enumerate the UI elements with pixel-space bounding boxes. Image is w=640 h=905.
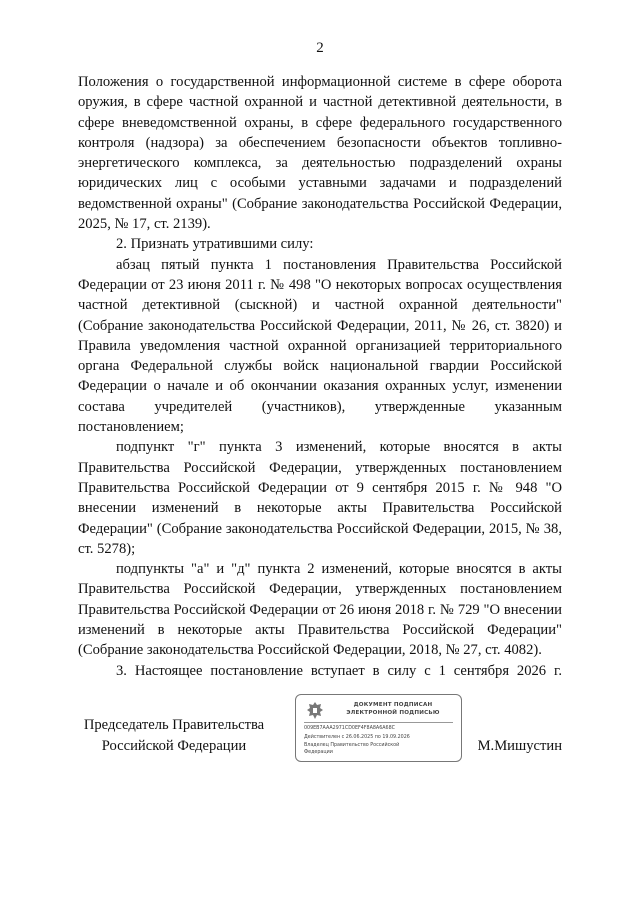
signatory-position-line-1: Председатель Правительства bbox=[83, 717, 265, 733]
stamp-owner-line-2: Федерации bbox=[304, 750, 333, 755]
stamp-title bbox=[326, 701, 460, 717]
signatory-position-line-2: Российской Федерации bbox=[101, 738, 247, 754]
paragraph-item-3: 3. Настоящее постановление вступает в силу с 1 сентября 2026 г. bbox=[116, 662, 562, 679]
stamp-certificate: 009EB7AAA2971CD0EF4F8A8A6A68C bbox=[304, 726, 395, 731]
page-number: 2 bbox=[316, 40, 324, 56]
document-body bbox=[78, 72, 562, 681]
stamp-owner-line-1: Владелец Правительство Российской bbox=[304, 743, 400, 748]
stamp-title-line-2: ЭЛЕКТРОННОЙ ПОДПИСЬЮ bbox=[346, 710, 440, 716]
stamp-title-line-1: ДОКУМЕНТ ПОДПИСАН bbox=[353, 702, 433, 708]
stamp-divider bbox=[304, 722, 453, 723]
signatory-position bbox=[78, 715, 270, 757]
paragraph-subitem-1: абзац пятый пункта 1 постановления Правительства Российской Федерации от 23 июня 2011 г. № 498 "О некоторых вопросах осуществления частной детективной (сыскной) и частной охранной деятельности" (Собрание законодательства Российской Федерации, 2011, № 26, ст. 3820) и Правила уведомления частной охранной организацией территориального органа Федеральной службы войск национальной гвардии Российской Федерации о начале и об окончании оказания охранных услуг, изменении состава учредителей (участников), утвержденные указанным постановлением; bbox=[78, 256, 562, 436]
paragraph-subitem-3: подпункты "а" и "д" пункта 2 изменений, которые вносятся в акты Правительства Российской Федерации, утвержденных постановлением Правительства Российской Федерации от 26 июня 2018 г. № 729 "О внесении изменений в некоторые акты Правительства Российской Федерации" (Собрание законодательства Российской Федерации, 2018, № 27, ст. 4082). bbox=[78, 561, 562, 659]
coat-of-arms-icon bbox=[304, 700, 326, 722]
paragraph-continuation: Положения о государственной информационной системе в сфере оборота оружия, в сфере частной охранной и частной детективной деятельности, в сфере вневедомственной охраны, в сфере федерального государственного контроля (надзора) за обеспечением безопасности объектов топливно-энергетического комплекса, за деятельностью подразделений охраны юридических лиц с особыми уставными задачами и подразделений ведомственной охраны" (Собрание законодательства Российской Федерации, 2025, № 17, ст. 2139). bbox=[78, 74, 562, 233]
signatory-name: М.Мишустин bbox=[477, 738, 562, 754]
stamp-validity: Действителен с 26.06.2025 по 19.09.2026 bbox=[304, 735, 410, 740]
paragraph-subitem-2: подпункт "г" пункта 3 изменений, которые вносятся в акты Правительства Российской Федерации, утвержденных постановлением Правительства Российской Федерации от 9 сентября 2015 г. № 948 "О внесении изменений в некоторые акты Правительства Российской Федерации" (Собрание законодательства Российской Федерации, 2015, № 38, ст. 5278); bbox=[78, 439, 562, 557]
paragraph-item-2: 2. Признать утратившими силу: bbox=[116, 236, 314, 253]
electronic-signature-stamp bbox=[295, 694, 462, 762]
